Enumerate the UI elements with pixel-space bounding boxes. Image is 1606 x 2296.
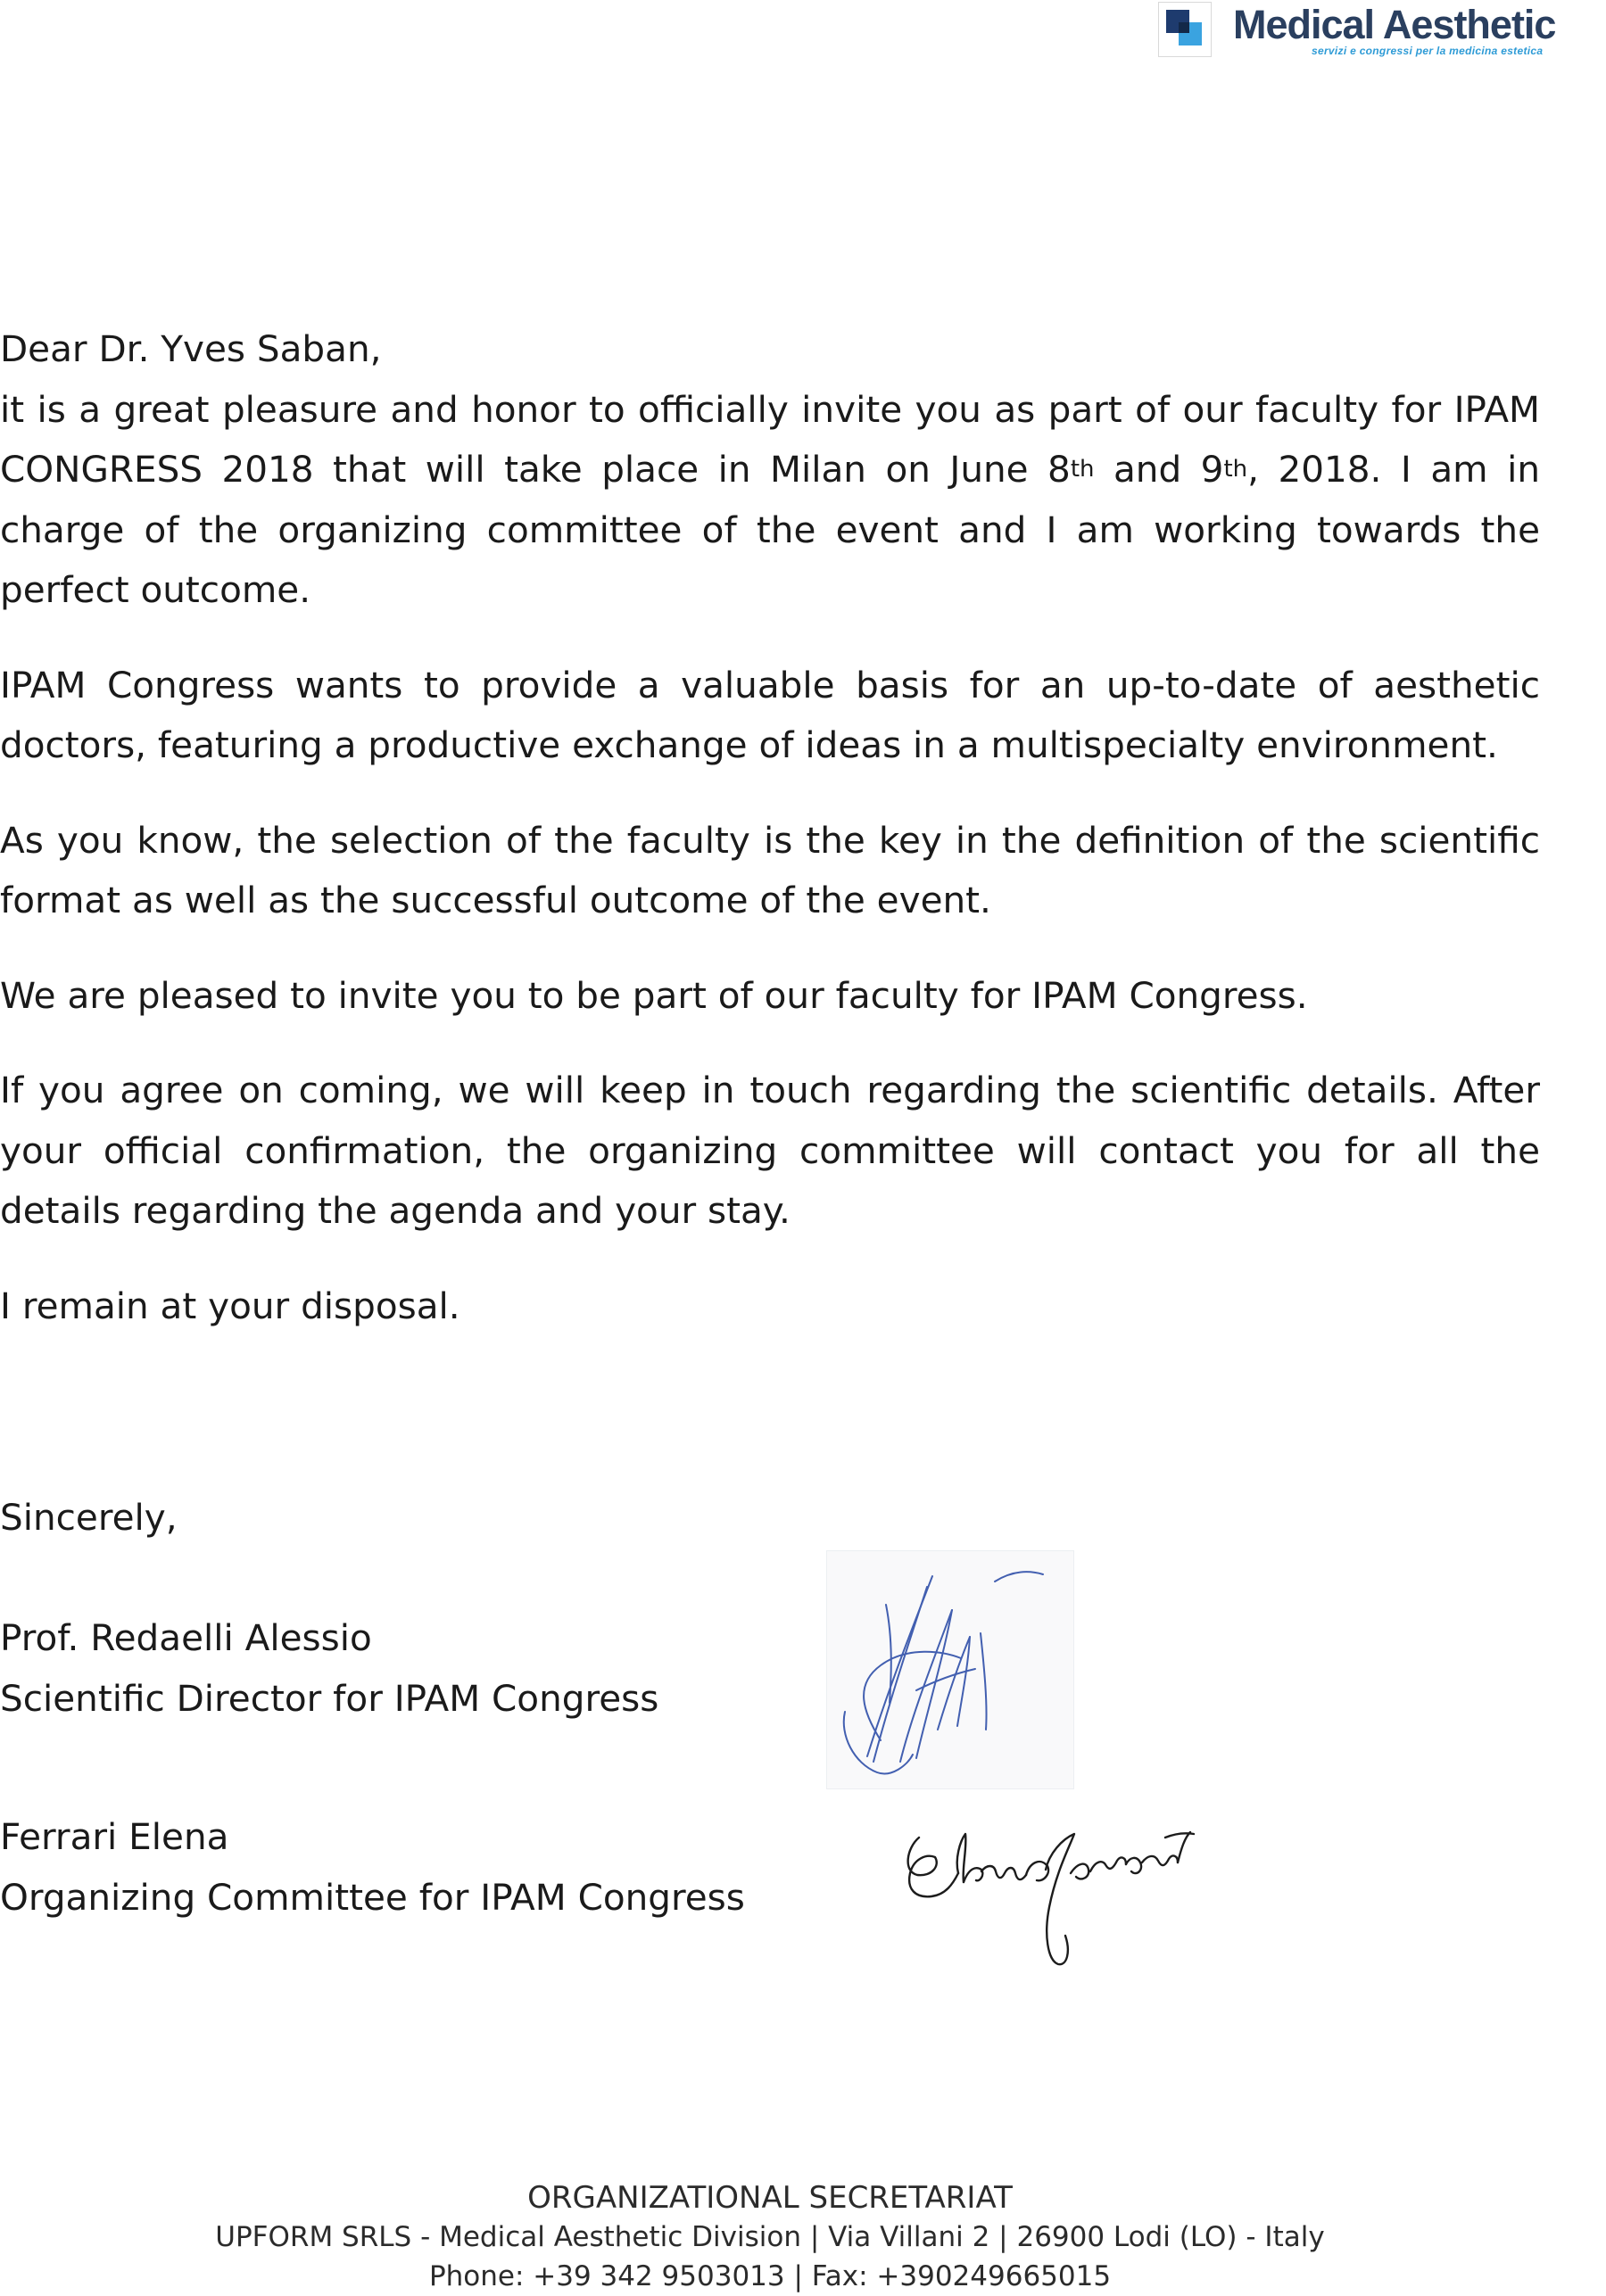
logo-tagline: servizi e congressi per la medicina estetica xyxy=(1312,45,1544,57)
ordinal-suffix: th xyxy=(1070,456,1095,483)
paragraph-disposal: I remain at your disposal. xyxy=(0,1284,460,1327)
paragraph-invitation-part3: , 2018. I am in charge of the organizing committee of the event and I am working towards the perfect outcome. xyxy=(0,448,1540,611)
signatory-title: Scientific Director for IPAM Congress xyxy=(0,1676,659,1720)
closing: Sincerely, xyxy=(0,1496,178,1539)
paragraph-next-steps: If you agree on coming, we will keep in touch regarding the scientific details. After your official confirmation, the organizing committee will contact you for all the details regarding the agenda and your stay. xyxy=(0,1069,1540,1232)
paragraph-invitation-part2: and 9 xyxy=(1094,448,1224,491)
signatory-block xyxy=(0,1608,658,1729)
signatory-block xyxy=(0,1807,745,1928)
signatory-name: Ferrari Elena xyxy=(0,1815,229,1858)
logo-title: Medical Aesthetic xyxy=(1233,2,1556,47)
footer xyxy=(0,2178,1540,2296)
signatory-name: Prof. Redaelli Alessio xyxy=(0,1616,372,1659)
paragraph-invitation xyxy=(0,380,1540,621)
ordinal-suffix: th xyxy=(1223,456,1248,483)
company-logo xyxy=(1158,0,1588,61)
paragraph-congress-goal: IPAM Congress wants to provide a valuable basis for an up-to-date of aesthetic doctors, featuring a productive exchange of ideas in a multispecialty environment. xyxy=(0,663,1540,766)
handwritten-signature xyxy=(826,1550,1074,1789)
handwritten-signature xyxy=(896,1818,1196,1971)
letter-body xyxy=(0,319,1540,1371)
salutation: Dear Dr. Yves Saban, xyxy=(0,327,382,370)
logo-squares-icon xyxy=(1158,2,1212,57)
footer-contacts: Phone: +39 342 9503013 | Fax: +390249665015 xyxy=(428,2260,1112,2292)
footer-address: UPFORM SRLS - Medical Aesthetic Division | Via Villani 2 | 26900 Lodi (LO) - Italy xyxy=(215,2221,1325,2253)
paragraph-faculty-selection: As you know, the selection of the faculty is the key in the definition of the scientific format as well as the successful outcome of the event. xyxy=(0,818,1540,921)
paragraph-invitation-part1: it is a great pleasure and honor to officially invite you as part of our faculty for IPAM CONGRESS 2018 that will take place in Milan on June 8 xyxy=(0,387,1540,491)
signatory-title: Organizing Committee for IPAM Congress xyxy=(0,1875,745,1919)
paragraph-invite: We are pleased to invite you to be part of our faculty for IPAM Congress. xyxy=(0,973,1308,1017)
footer-heading: ORGANIZATIONAL SECRETARIAT xyxy=(527,2180,1013,2216)
